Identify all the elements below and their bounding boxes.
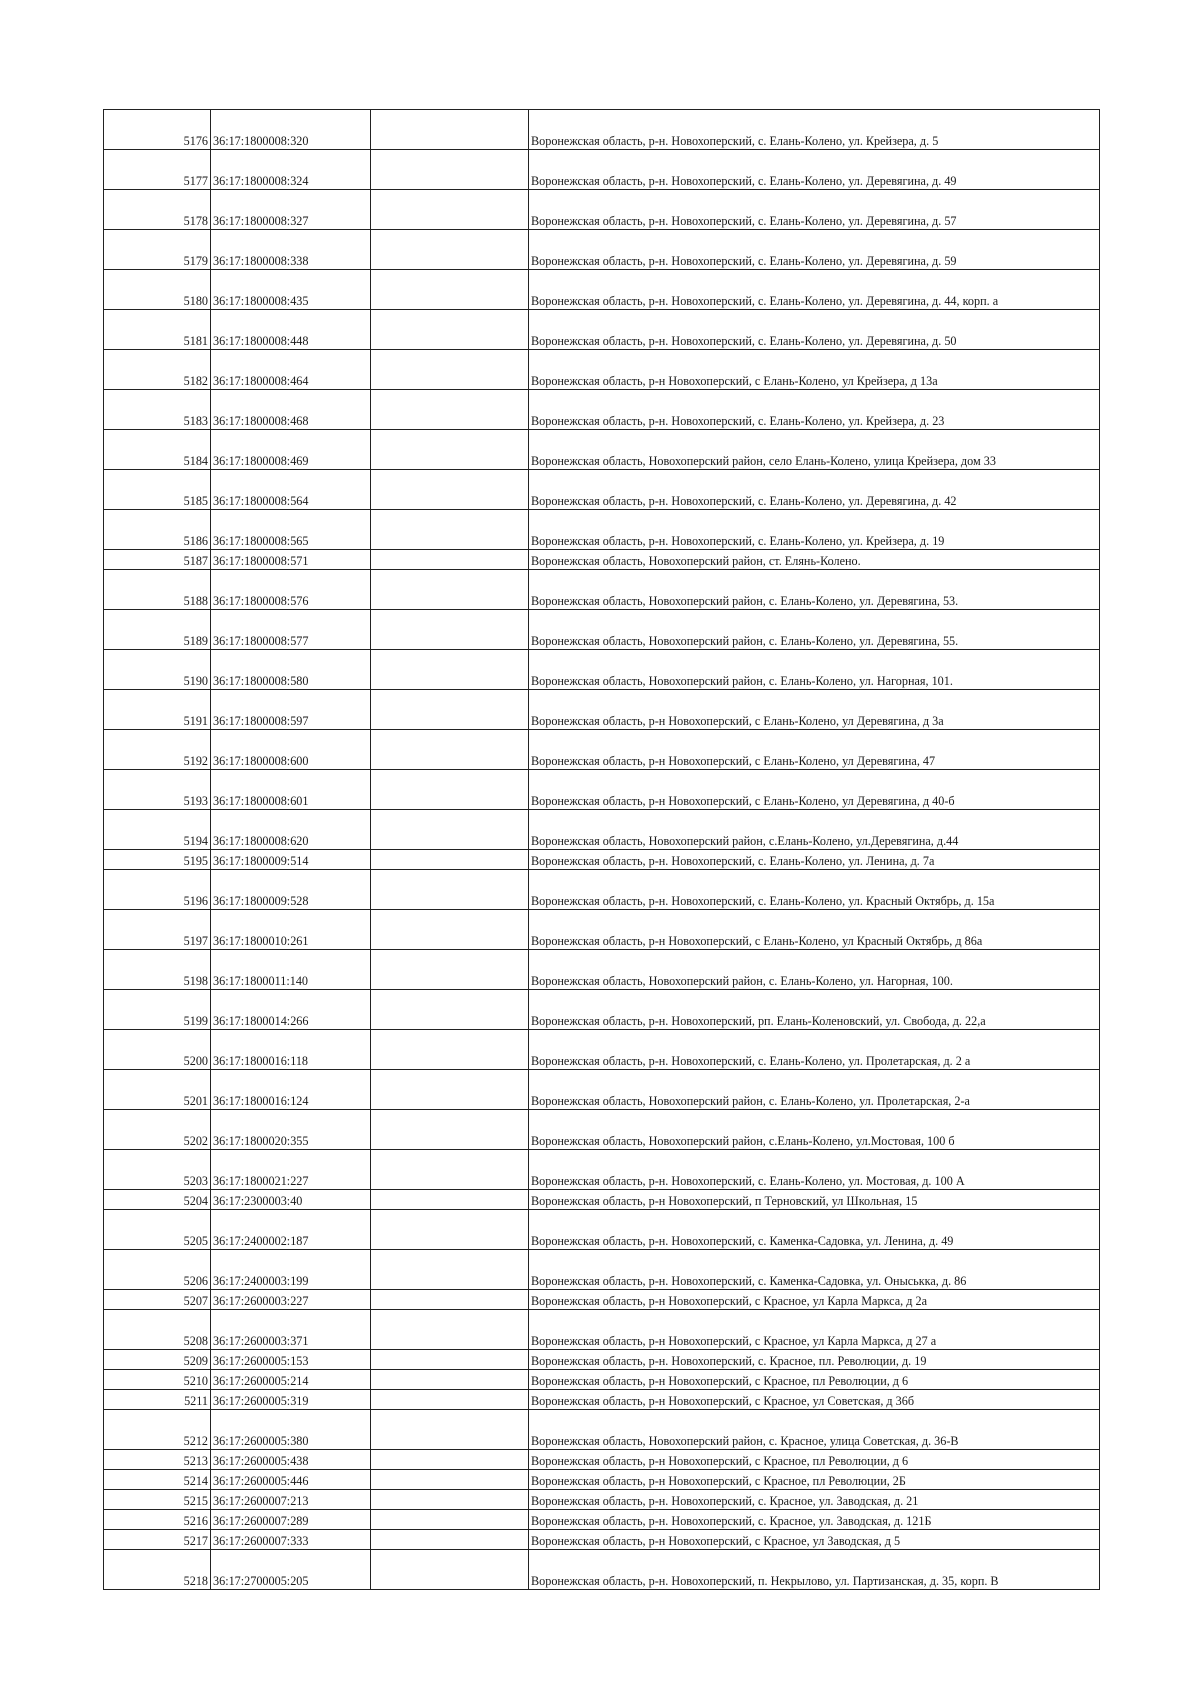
- cadastral-number-cell: 36:17:2600007:289: [211, 1510, 371, 1530]
- empty-cell: [371, 550, 529, 570]
- row-number-cell: 5197: [104, 910, 211, 950]
- table-row: [104, 1310, 1100, 1350]
- address-cell: Воронежская область, Новохоперский район, с.Елань-Колено, ул.Деревягина, д.44: [529, 810, 1100, 850]
- address-cell: Воронежская область, р-н. Новохоперский, с. Елань-Колено, ул. Деревягина, д. 42: [529, 470, 1100, 510]
- address-cell: Воронежская область, Новохоперский район, село Елань-Колено, улица Крейзера, дом 33: [529, 430, 1100, 470]
- cadastral-number-cell: 36:17:2600005:446: [211, 1470, 371, 1490]
- address-cell: Воронежская область, р-н Новохоперский, с Елань-Колено, ул Крейзера, д 13а: [529, 350, 1100, 390]
- empty-cell: [371, 610, 529, 650]
- cadastral-number-cell: 36:17:2600005:214: [211, 1370, 371, 1390]
- cadastral-number-cell: 36:17:1800009:514: [211, 850, 371, 870]
- empty-cell: [371, 270, 529, 310]
- table-row: [104, 1410, 1100, 1450]
- cadastral-number-cell: 36:17:1800016:124: [211, 1070, 371, 1110]
- address-cell: Воронежская область, р-н Новохоперский, с Красное, ул Заводская, д 5: [529, 1530, 1100, 1550]
- row-number-cell: 5180: [104, 270, 211, 310]
- row-number-cell: 5204: [104, 1190, 211, 1210]
- empty-cell: [371, 430, 529, 470]
- empty-cell: [371, 990, 529, 1030]
- cadastral-number-cell: 36:17:1800008:580: [211, 650, 371, 690]
- address-cell: Воронежская область, р-н. Новохоперский, с. Елань-Колено, ул. Крейзера, д. 19: [529, 510, 1100, 550]
- row-number-cell: 5212: [104, 1410, 211, 1450]
- empty-cell: [371, 230, 529, 270]
- row-number-cell: 5205: [104, 1210, 211, 1250]
- cadastral-number-cell: 36:17:1800021:227: [211, 1150, 371, 1190]
- address-cell: Воронежская область, р-н Новохоперский, с Елань-Колено, ул Красный Октябрь, д 86а: [529, 910, 1100, 950]
- row-number-cell: 5202: [104, 1110, 211, 1150]
- cadastral-number-cell: 36:17:2400003:199: [211, 1250, 371, 1290]
- empty-cell: [371, 1390, 529, 1410]
- empty-cell: [371, 1510, 529, 1530]
- row-number-cell: 5191: [104, 690, 211, 730]
- address-cell: Воронежская область, р-н. Новохоперский, с. Елань-Колено, ул. Деревягина, д. 57: [529, 190, 1100, 230]
- address-cell: Воронежская область, р-н. Новохоперский, с. Елань-Колено, ул. Деревягина, д. 59: [529, 230, 1100, 270]
- cadastral-number-cell: 36:17:1800009:528: [211, 870, 371, 910]
- empty-cell: [371, 310, 529, 350]
- empty-cell: [371, 1550, 529, 1590]
- row-number-cell: 5185: [104, 470, 211, 510]
- row-number-cell: 5184: [104, 430, 211, 470]
- empty-cell: [371, 350, 529, 390]
- table-row: [104, 1190, 1100, 1210]
- row-number-cell: 5211: [104, 1390, 211, 1410]
- table-row: [104, 1030, 1100, 1070]
- row-number-cell: 5194: [104, 810, 211, 850]
- empty-cell: [371, 1370, 529, 1390]
- empty-cell: [371, 1310, 529, 1350]
- row-number-cell: 5193: [104, 770, 211, 810]
- address-cell: Воронежская область, р-н Новохоперский, с Красное, пл Революции, д 6: [529, 1370, 1100, 1390]
- row-number-cell: 5201: [104, 1070, 211, 1110]
- table-row: [104, 990, 1100, 1030]
- row-number-cell: 5188: [104, 570, 211, 610]
- row-number-cell: 5176: [104, 110, 211, 150]
- empty-cell: [371, 1530, 529, 1550]
- registry-body: [104, 110, 1100, 1590]
- table-row: [104, 1550, 1100, 1590]
- table-row: [104, 1350, 1100, 1370]
- row-number-cell: 5181: [104, 310, 211, 350]
- table-row: [104, 390, 1100, 430]
- row-number-cell: 5179: [104, 230, 211, 270]
- address-cell: Воронежская область, р-н. Новохоперский, п. Некрылово, ул. Партизанская, д. 35, корп. В: [529, 1550, 1100, 1590]
- row-number-cell: 5206: [104, 1250, 211, 1290]
- row-number-cell: 5207: [104, 1290, 211, 1310]
- table-row: [104, 310, 1100, 350]
- cadastral-number-cell: 36:17:2400002:187: [211, 1210, 371, 1250]
- table-row: [104, 1210, 1100, 1250]
- row-number-cell: 5218: [104, 1550, 211, 1590]
- empty-cell: [371, 1030, 529, 1070]
- row-number-cell: 5213: [104, 1450, 211, 1470]
- row-number-cell: 5178: [104, 190, 211, 230]
- address-cell: Воронежская область, р-н. Новохоперский, с. Красное, пл. Революции, д. 19: [529, 1350, 1100, 1370]
- empty-cell: [371, 1290, 529, 1310]
- address-cell: Воронежская область, р-н. Новохоперский, с. Красное, ул. Заводская, д. 121Б: [529, 1510, 1100, 1530]
- table-row: [104, 430, 1100, 470]
- address-cell: Воронежская область, р-н Новохоперский, с Красное, ул Карла Маркса, д 2а: [529, 1290, 1100, 1310]
- row-number-cell: 5217: [104, 1530, 211, 1550]
- table-row: [104, 690, 1100, 730]
- table-row: [104, 150, 1100, 190]
- table-row: [104, 1290, 1100, 1310]
- empty-cell: [371, 1150, 529, 1190]
- cadastral-number-cell: 36:17:1800016:118: [211, 1030, 371, 1070]
- cadastral-number-cell: 36:17:1800008:620: [211, 810, 371, 850]
- table-row: [104, 1530, 1100, 1550]
- cadastral-number-cell: 36:17:1800011:140: [211, 950, 371, 990]
- row-number-cell: 5187: [104, 550, 211, 570]
- row-number-cell: 5183: [104, 390, 211, 430]
- empty-cell: [371, 1250, 529, 1290]
- table-row: [104, 190, 1100, 230]
- empty-cell: [371, 730, 529, 770]
- table-row: [104, 910, 1100, 950]
- address-cell: Воронежская область, р-н Новохоперский, с Елань-Колено, ул Деревягина, 47: [529, 730, 1100, 770]
- empty-cell: [371, 1450, 529, 1470]
- empty-cell: [371, 870, 529, 910]
- address-cell: Воронежская область, Новохоперский район, ст. Елянь-Колено.: [529, 550, 1100, 570]
- cadastral-number-cell: 36:17:2700005:205: [211, 1550, 371, 1590]
- table-row: [104, 950, 1100, 990]
- row-number-cell: 5190: [104, 650, 211, 690]
- table-row: [104, 350, 1100, 390]
- table-row: [104, 550, 1100, 570]
- cadastral-number-cell: 36:17:2600005:438: [211, 1450, 371, 1470]
- empty-cell: [371, 650, 529, 690]
- address-cell: Воронежская область, р-н. Новохоперский, рп. Елань-Коленовский, ул. Свобода, д. 22,а: [529, 990, 1100, 1030]
- empty-cell: [371, 1110, 529, 1150]
- table-row: [104, 1490, 1100, 1510]
- address-cell: Воронежская область, р-н. Новохоперский, с. Красное, ул. Заводская, д. 21: [529, 1490, 1100, 1510]
- table-row: [104, 510, 1100, 550]
- empty-cell: [371, 850, 529, 870]
- cadastral-number-cell: 36:17:1800008:320: [211, 110, 371, 150]
- address-cell: Воронежская область, р-н Новохоперский, с Красное, ул Карла Маркса, д 27 а: [529, 1310, 1100, 1350]
- table-row: [104, 110, 1100, 150]
- table-row: [104, 1390, 1100, 1410]
- empty-cell: [371, 770, 529, 810]
- cadastral-number-cell: 36:17:2600007:333: [211, 1530, 371, 1550]
- empty-cell: [371, 910, 529, 950]
- cadastral-number-cell: 36:17:1800008:564: [211, 470, 371, 510]
- address-cell: Воронежская область, р-н. Новохоперский, с. Елань-Колено, ул. Деревягина, д. 50: [529, 310, 1100, 350]
- row-number-cell: 5209: [104, 1350, 211, 1370]
- address-cell: Воронежская область, р-н. Новохоперский, с. Елань-Колено, ул. Ленина, д. 7а: [529, 850, 1100, 870]
- address-cell: Воронежская область, Новохоперский район, с. Елань-Колено, ул. Нагорная, 101.: [529, 650, 1100, 690]
- address-cell: Воронежская область, Новохоперский район, с. Елань-Колено, ул. Нагорная, 100.: [529, 950, 1100, 990]
- address-cell: Воронежская область, р-н. Новохоперский, с. Елань-Колено, ул. Пролетарская, д. 2 а: [529, 1030, 1100, 1070]
- row-number-cell: 5199: [104, 990, 211, 1030]
- address-cell: Воронежская область, р-н Новохоперский, с Красное, ул Советская, д 36б: [529, 1390, 1100, 1410]
- cadastral-number-cell: 36:17:2600005:319: [211, 1390, 371, 1410]
- table-row: [104, 1450, 1100, 1470]
- cadastral-number-cell: 36:17:1800008:576: [211, 570, 371, 610]
- registry-table: [103, 109, 1100, 1590]
- address-cell: Воронежская область, р-н. Новохоперский, с. Каменка-Садовка, ул. Оныськка, д. 86: [529, 1250, 1100, 1290]
- table-row: [104, 810, 1100, 850]
- cadastral-number-cell: 36:17:2600005:153: [211, 1350, 371, 1370]
- table-row: [104, 570, 1100, 610]
- table-row: [104, 870, 1100, 910]
- table-row: [104, 610, 1100, 650]
- address-cell: Воронежская область, р-н Новохоперский, с Елань-Колено, ул Деревягина, д 3а: [529, 690, 1100, 730]
- table-row: [104, 1510, 1100, 1530]
- cadastral-number-cell: 36:17:1800010:261: [211, 910, 371, 950]
- row-number-cell: 5189: [104, 610, 211, 650]
- empty-cell: [371, 810, 529, 850]
- cadastral-number-cell: 36:17:1800008:468: [211, 390, 371, 430]
- address-cell: Воронежская область, р-н. Новохоперский, с. Елань-Колено, ул. Крейзера, д. 5: [529, 110, 1100, 150]
- row-number-cell: 5216: [104, 1510, 211, 1530]
- address-cell: Воронежская область, р-н. Новохоперский, с. Каменка-Садовка, ул. Ленина, д. 49: [529, 1210, 1100, 1250]
- table-row: [104, 1250, 1100, 1290]
- cadastral-number-cell: 36:17:1800020:355: [211, 1110, 371, 1150]
- cadastral-number-cell: 36:17:1800008:464: [211, 350, 371, 390]
- empty-cell: [371, 1210, 529, 1250]
- empty-cell: [371, 950, 529, 990]
- table-row: [104, 850, 1100, 870]
- table-row: [104, 770, 1100, 810]
- empty-cell: [371, 1490, 529, 1510]
- empty-cell: [371, 1410, 529, 1450]
- table-row: [104, 650, 1100, 690]
- cadastral-number-cell: 36:17:1800014:266: [211, 990, 371, 1030]
- row-number-cell: 5214: [104, 1470, 211, 1490]
- row-number-cell: 5196: [104, 870, 211, 910]
- cadastral-number-cell: 36:17:1800008:435: [211, 270, 371, 310]
- cadastral-number-cell: 36:17:1800008:565: [211, 510, 371, 550]
- empty-cell: [371, 570, 529, 610]
- cadastral-number-cell: 36:17:2300003:40: [211, 1190, 371, 1210]
- row-number-cell: 5177: [104, 150, 211, 190]
- row-number-cell: 5208: [104, 1310, 211, 1350]
- cadastral-number-cell: 36:17:1800008:338: [211, 230, 371, 270]
- table-row: [104, 730, 1100, 770]
- cadastral-number-cell: 36:17:2600003:227: [211, 1290, 371, 1310]
- address-cell: Воронежская область, р-н Новохоперский, с Красное, пл Революции, 2Б: [529, 1470, 1100, 1490]
- row-number-cell: 5192: [104, 730, 211, 770]
- empty-cell: [371, 390, 529, 430]
- row-number-cell: 5182: [104, 350, 211, 390]
- cadastral-number-cell: 36:17:1800008:327: [211, 190, 371, 230]
- address-cell: Воронежская область, р-н Новохоперский, с Красное, пл Революции, д 6: [529, 1450, 1100, 1470]
- cadastral-number-cell: 36:17:1800008:571: [211, 550, 371, 570]
- address-cell: Воронежская область, р-н Новохоперский, с Елань-Колено, ул Деревягина, д 40-б: [529, 770, 1100, 810]
- row-number-cell: 5215: [104, 1490, 211, 1510]
- address-cell: Воронежская область, р-н. Новохоперский, с. Елань-Колено, ул. Деревягина, д. 44, корп. а: [529, 270, 1100, 310]
- row-number-cell: 5200: [104, 1030, 211, 1070]
- table-row: [104, 470, 1100, 510]
- table-row: [104, 1370, 1100, 1390]
- table-row: [104, 1470, 1100, 1490]
- cadastral-number-cell: 36:17:2600003:371: [211, 1310, 371, 1350]
- cadastral-number-cell: 36:17:2600007:213: [211, 1490, 371, 1510]
- address-cell: Воронежская область, Новохоперский район, с. Красное, улица Советская, д. 36-В: [529, 1410, 1100, 1450]
- table-row: [104, 230, 1100, 270]
- address-cell: Воронежская область, Новохоперский район, с.Елань-Колено, ул.Мостовая, 100 б: [529, 1110, 1100, 1150]
- empty-cell: [371, 1350, 529, 1370]
- address-cell: Воронежская область, Новохоперский район, с. Елань-Колено, ул. Деревягина, 53.: [529, 570, 1100, 610]
- empty-cell: [371, 190, 529, 230]
- cadastral-number-cell: 36:17:1800008:600: [211, 730, 371, 770]
- row-number-cell: 5186: [104, 510, 211, 550]
- address-cell: Воронежская область, Новохоперский район, с. Елань-Колено, ул. Пролетарская, 2-а: [529, 1070, 1100, 1110]
- empty-cell: [371, 1190, 529, 1210]
- address-cell: Воронежская область, р-н. Новохоперский, с. Елань-Колено, ул. Мостовая, д. 100 А: [529, 1150, 1100, 1190]
- empty-cell: [371, 1470, 529, 1490]
- address-cell: Воронежская область, р-н. Новохоперский, с. Елань-Колено, ул. Крейзера, д. 23: [529, 390, 1100, 430]
- empty-cell: [371, 470, 529, 510]
- empty-cell: [371, 690, 529, 730]
- table-row: [104, 1150, 1100, 1190]
- empty-cell: [371, 1070, 529, 1110]
- address-cell: Воронежская область, р-н Новохоперский, п Терновский, ул Школьная, 15: [529, 1190, 1100, 1210]
- cadastral-number-cell: 36:17:1800008:597: [211, 690, 371, 730]
- address-cell: Воронежская область, Новохоперский район, с. Елань-Колено, ул. Деревягина, 55.: [529, 610, 1100, 650]
- cadastral-number-cell: 36:17:2600005:380: [211, 1410, 371, 1450]
- cadastral-number-cell: 36:17:1800008:601: [211, 770, 371, 810]
- row-number-cell: 5210: [104, 1370, 211, 1390]
- row-number-cell: 5198: [104, 950, 211, 990]
- empty-cell: [371, 110, 529, 150]
- table-row: [104, 1070, 1100, 1110]
- address-cell: Воронежская область, р-н. Новохоперский, с. Елань-Колено, ул. Деревягина, д. 49: [529, 150, 1100, 190]
- row-number-cell: 5203: [104, 1150, 211, 1190]
- table-row: [104, 1110, 1100, 1150]
- cadastral-number-cell: 36:17:1800008:577: [211, 610, 371, 650]
- row-number-cell: 5195: [104, 850, 211, 870]
- cadastral-number-cell: 36:17:1800008:324: [211, 150, 371, 190]
- address-cell: Воронежская область, р-н. Новохоперский, с. Елань-Колено, ул. Красный Октябрь, д. 15а: [529, 870, 1100, 910]
- cadastral-number-cell: 36:17:1800008:469: [211, 430, 371, 470]
- table-row: [104, 270, 1100, 310]
- empty-cell: [371, 150, 529, 190]
- cadastral-number-cell: 36:17:1800008:448: [211, 310, 371, 350]
- empty-cell: [371, 510, 529, 550]
